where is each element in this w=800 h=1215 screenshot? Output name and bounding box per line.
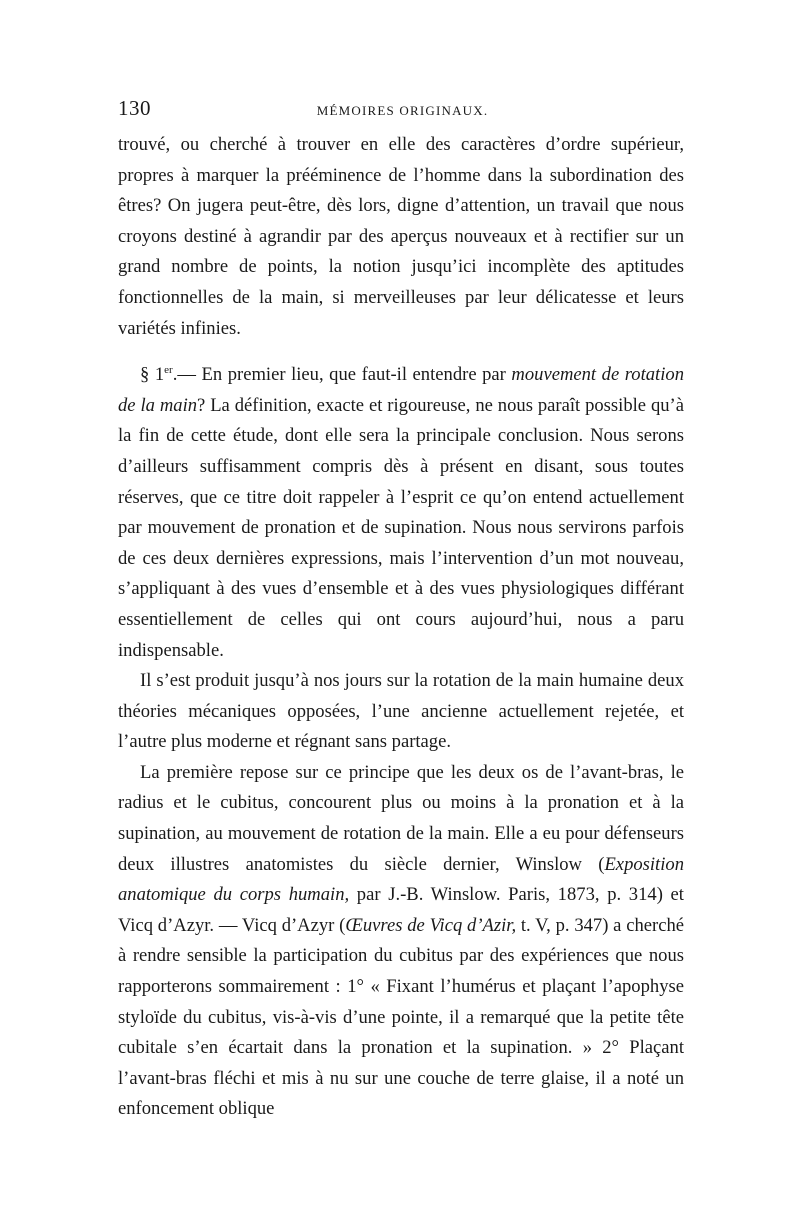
page-header [118,96,684,130]
paragraph-theories [118,666,684,758]
paragraph-text: La première repose sur ce principe que les deux os de l’avant-bras, le radius et le cubitus, concourent plus ou moins à la pronation et à la supination, au mouvement de rotation de la main. Elle a eu pour défenseurs deux illustres anatomistes du siècle dernier, Winslow ( [118,761,684,875]
paragraph-text: t. V, p. 347) a cherché à rendre sensible la participation du cubitus par des expériences que nous rapporterons sommairement : 1° « Fixant l’humérus et plaçant l’apophyse styloïde du cubitus, vis-à-vis d’une pointe, il a remarqué que la petite tête cubitale s’en écartait dans la pronation et la supination. » 2° Plaçant l’avant-bras fléchi et mis à nu sur une couche de terre glaise, il a noté un enfoncement oblique [118,914,684,1120]
paragraph-text: ? La définition, exacte et rigoureuse, ne nous paraît possible qu’à la fin de cette étude, dont elle sera la principale conclusion. Nous serons d’ailleurs suffisamment compris dès à présent en disant, sous toutes réserves, que ce titre doit rappeler à l’esprit ce qu’on entend actuellement par mouvement de pronation et de supination. Nous nous servirons parfois de ces deux dernières expressions, mais l’intervention d’un mot nouveau, s’appliquant à des vues d’ensemble et à des vues physiologiques différant essentiellement de celles qui ont cours aujourd’hui, nous a paru indispensable. [118,394,684,661]
paragraph-continuation [118,130,684,344]
paragraph-text: par J.-B. Winslow. Paris, 1873, p. 314) et Vicq d’Azyr. — Vicq d’Azyr ( [118,884,684,936]
page-number: 130 [118,96,151,120]
section-superscript: er [164,363,173,376]
italic-citation: Exposition anatomique du corps humain, [118,853,684,906]
italic-citation: Œuvres de Vicq d’Azir, [345,914,517,936]
paragraph-text: trouvé, ou cherché à trouver en elle des caractères d’ordre supérieur, propres à marquer la prééminence de l’homme dans la subordination des êtres? On jugera peut-être, dès lors, digne d’attention, un travail que nous croyons destiné à agrandir par des aperçus nouveaux et à rectifier sur un grand nombre de points, la notion jusqu’ici incomplète des aptitudes fonctionnelles de la main, si merveilleuses par leur délicatesse et leurs variétés infinies. [118,134,684,339]
paragraph-section-1 [118,360,684,666]
running-head: MÉMOIRES ORIGINAUX. [316,103,489,118]
paragraph-text: Il s’est produit jusqu’à nos jours sur la rotation de la main humaine deux théories mécaniques opposées, l’une ancienne actuellement rejetée, et l’autre plus moderne et régnant sans partage. [118,670,684,753]
book-page [118,96,684,1125]
section-mark: § 1 [140,364,165,386]
paragraph-first-theory [118,758,684,1125]
paragraph-lead: .— En premier lieu, que faut-il entendre par [172,364,512,386]
italic-term: mouvement de rotation de la main [118,364,684,416]
